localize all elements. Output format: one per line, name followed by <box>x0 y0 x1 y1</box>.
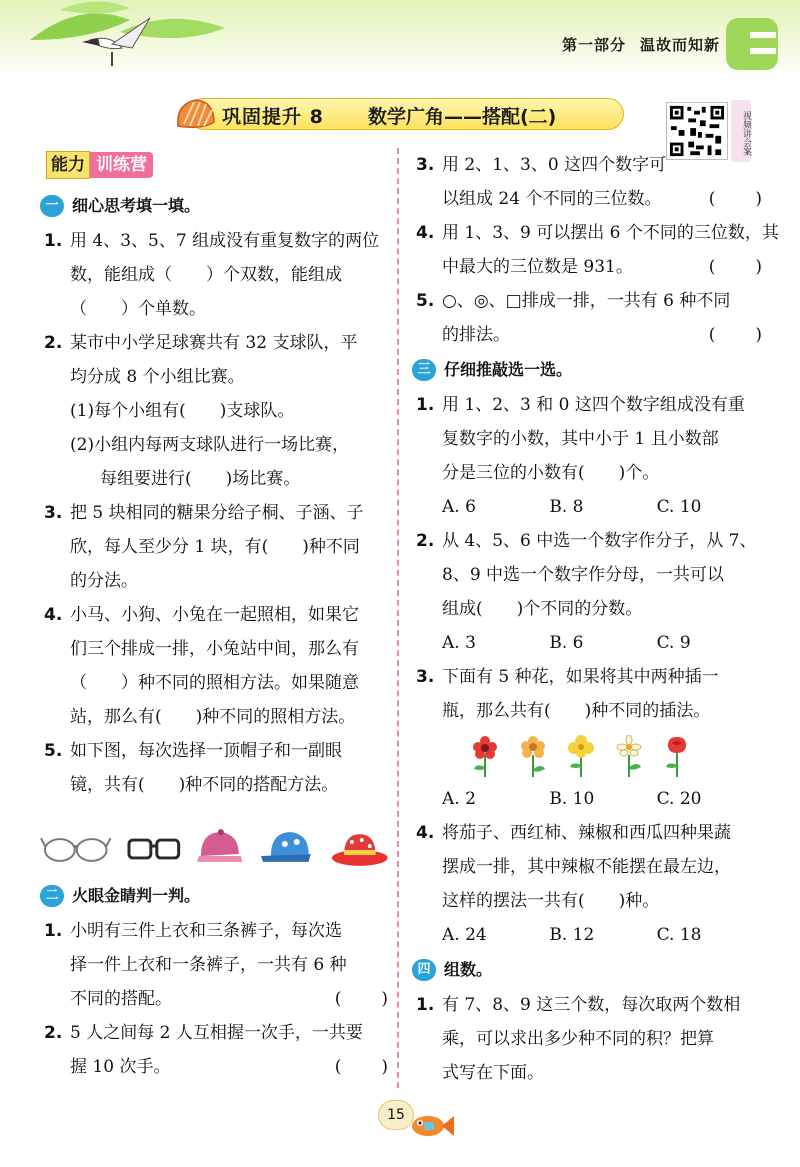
question-text: ○、◎、□排成一排，一共有 6 种不同 <box>442 291 731 311</box>
question-number: 1. <box>416 395 435 415</box>
option-b[interactable]: B. 10 <box>549 789 595 809</box>
question-text: 把 5 块相同的糖果分给子桐、子涵、子 <box>70 503 364 523</box>
judge-question-1 <box>40 914 390 1016</box>
training-camp-label: 训练营 <box>90 152 153 178</box>
answer-parentheses[interactable]: ( ) <box>708 325 764 345</box>
question-text: 有 7、8、9 这三个数，每次取两个数相 <box>442 995 741 1015</box>
lesson-topic: 数学广角——搭配(二) <box>368 106 557 128</box>
option-c[interactable]: C. 10 <box>656 497 702 517</box>
question-number: 5. <box>416 291 435 311</box>
section-badge: 四 <box>412 959 436 981</box>
question-text: 们三个排成一排，小兔站中间，那么有 <box>70 639 359 659</box>
options <box>442 626 764 660</box>
question-text: （ ）个单数。 <box>70 299 206 319</box>
option-c[interactable]: C. 18 <box>656 925 702 945</box>
question-number: 2. <box>44 1023 63 1043</box>
right-column <box>412 148 779 1090</box>
hats-glasses-row <box>40 820 390 876</box>
lesson-number: 巩固提升 8 <box>222 106 324 128</box>
choose-question-2 <box>412 524 764 660</box>
section-badge: 三 <box>412 359 436 381</box>
left-column <box>40 148 390 1084</box>
question-text: 瓶，那么共有( )种不同的插法。 <box>442 701 711 721</box>
question-text: 用 1、2、3 和 0 这四个数字组成没有重 <box>442 395 745 415</box>
section-title: 仔细推敲选一选。 <box>444 360 573 379</box>
compose-question-1 <box>412 988 764 1090</box>
question-text: 式写在下面。 <box>442 1063 544 1083</box>
option-b[interactable]: B. 6 <box>549 633 584 653</box>
question-number: 4. <box>416 823 435 843</box>
judge-question-3 <box>412 148 764 216</box>
question-number: 1. <box>44 921 63 941</box>
section-part: 第一部分 <box>561 36 626 54</box>
judge-question-4 <box>412 216 779 284</box>
question-text: 这样的摆法一共有( )种。 <box>442 891 660 911</box>
sun-hat-icon <box>330 826 390 870</box>
question-text: 复数字的小数，其中小于 1 且小数部 <box>442 429 719 449</box>
question-text: 摆成一排，其中辣椒不能摆在最左边， <box>442 857 731 877</box>
question-text: 小马、小狗、小兔在一起照相，如果它 <box>70 605 359 625</box>
question-text: （ ）种不同的照相方法。如果随意 <box>70 673 359 693</box>
flower-icon <box>614 735 644 779</box>
question-text: 分是三位的小数有( )个。 <box>442 463 660 483</box>
leaf-decoration-icon <box>0 0 240 70</box>
question-text: 组成( )个不同的分数。 <box>442 599 643 619</box>
judge-question-5 <box>412 284 764 352</box>
answer-parentheses[interactable]: ( ) <box>708 189 764 209</box>
question-number: 3. <box>416 667 435 687</box>
options <box>442 782 764 816</box>
options <box>442 918 764 952</box>
sub-question-text: (1)每个小组有( )支球队。 <box>70 401 295 421</box>
section-badge: 二 <box>40 885 64 907</box>
question-text: 以组成 24 个不同的三位数。 <box>442 189 662 209</box>
question-text: 数，能组成（ ）个双数，能组成 <box>70 265 342 285</box>
question-text: 8、9 中选一个数字作分母，一共可以 <box>442 565 725 585</box>
corner-tab-icon <box>726 18 778 70</box>
answer-parentheses[interactable]: ( ) <box>334 989 390 1009</box>
choose-question-1 <box>412 388 764 524</box>
question-number: 1. <box>44 231 63 251</box>
question-text: 乘，可以求出多少种不同的积？把算 <box>442 1029 714 1049</box>
question-text: 从 4、5、6 中选一个数字作分子，从 7、 <box>442 531 757 551</box>
flower-icon <box>518 735 548 779</box>
question-number: 5. <box>44 741 63 761</box>
flowers-row <box>470 732 764 782</box>
fill-question-1 <box>40 224 390 326</box>
ability-banner <box>46 148 153 178</box>
fill-question-2 <box>40 326 390 496</box>
section-compose <box>412 954 764 986</box>
option-a[interactable]: A. 3 <box>442 633 476 653</box>
ability-label: 能力 <box>46 151 90 179</box>
question-number: 4. <box>416 223 435 243</box>
flower-icon <box>566 735 596 779</box>
glasses-icon <box>40 828 112 868</box>
question-text: 小明有三件上衣和三条裤子，每次选 <box>70 921 342 941</box>
options <box>442 490 764 524</box>
flower-icon <box>662 735 692 779</box>
cap-icon <box>195 826 245 870</box>
choose-question-4 <box>412 816 764 952</box>
question-number: 4. <box>44 605 63 625</box>
section-judge <box>40 880 390 912</box>
fill-question-5 <box>40 734 390 802</box>
answer-parentheses[interactable]: ( ) <box>708 257 764 277</box>
choose-question-3 <box>412 660 764 816</box>
question-text: 择一件上衣和一条裤子，一共有 6 种 <box>70 955 347 975</box>
section-choose <box>412 354 764 386</box>
question-text: 的分法。 <box>70 571 138 591</box>
question-text: 握 10 次手。 <box>70 1057 171 1077</box>
question-number: 2. <box>416 531 435 551</box>
section-fill-in <box>40 190 390 222</box>
glasses-icon <box>126 828 182 868</box>
option-a[interactable]: A. 2 <box>442 789 476 809</box>
judge-question-2 <box>40 1016 390 1084</box>
question-text: 的排法。 <box>442 325 510 345</box>
option-c[interactable]: C. 9 <box>656 633 691 653</box>
question-text: 中最大的三位数是 931。 <box>442 257 633 277</box>
question-text: 如下图，每次选择一顶帽子和一副眼 <box>70 741 342 761</box>
cap-icon <box>259 826 317 870</box>
qr-label: 视频讲会案 <box>731 100 751 162</box>
fill-question-3 <box>40 496 390 598</box>
sub-question-text: (2)小组内每两支球队进行一场比赛， <box>70 435 350 455</box>
lesson-title <box>174 96 624 132</box>
section-name: 温故而知新 <box>639 36 720 54</box>
question-text: 欣，每人至少分 1 块，有( )种不同 <box>70 537 360 557</box>
section-label <box>562 34 720 55</box>
option-a[interactable]: A. 6 <box>442 497 476 517</box>
flower-icon <box>470 735 500 779</box>
option-b[interactable]: B. 12 <box>549 925 595 945</box>
question-number: 1. <box>416 995 435 1015</box>
option-a[interactable]: A. 24 <box>442 925 487 945</box>
fish-icon <box>404 1110 454 1140</box>
question-text: 某市中小学足球赛共有 32 支球队，平 <box>70 333 358 353</box>
question-number: 3. <box>416 155 435 175</box>
section-title: 组数。 <box>444 960 493 979</box>
page-number: 15 <box>378 1100 414 1130</box>
shell-icon <box>174 96 220 132</box>
question-text: 用 1、3、9 可以摆出 6 个不同的三位数，其 <box>442 223 779 243</box>
section-title: 火眼金睛判一判。 <box>72 886 201 905</box>
question-text: 镜，共有( )种不同的搭配方法。 <box>70 775 339 795</box>
question-text: 不同的搭配。 <box>70 989 172 1009</box>
question-number: 3. <box>44 503 63 523</box>
sub-question-text: 每组要进行( )场比赛。 <box>100 469 301 489</box>
column-divider <box>397 148 399 1088</box>
question-text: 下面有 5 种花，如果将其中两种插一 <box>442 667 719 687</box>
option-b[interactable]: B. 8 <box>549 497 584 517</box>
question-text: 5 人之间每 2 人互相握一次手，一共要 <box>70 1023 363 1043</box>
question-number: 2. <box>44 333 63 353</box>
question-text: 用 2、1、3、0 这四个数字可 <box>442 155 667 175</box>
section-title: 细心思考填一填。 <box>72 196 201 215</box>
question-text: 均分成 8 个小组比赛。 <box>70 367 245 387</box>
question-text: 用 4、3、5、7 组成没有重复数字的两位 <box>70 231 380 251</box>
section-badge: 一 <box>40 195 64 217</box>
fill-question-4 <box>40 598 390 734</box>
question-text: 站，那么有( )种不同的照相方法。 <box>70 707 356 727</box>
answer-parentheses[interactable]: ( ) <box>334 1057 390 1077</box>
option-c[interactable]: C. 20 <box>656 789 702 809</box>
question-text: 将茄子、西红柿、辣椒和西瓜四种果蔬 <box>442 823 731 843</box>
